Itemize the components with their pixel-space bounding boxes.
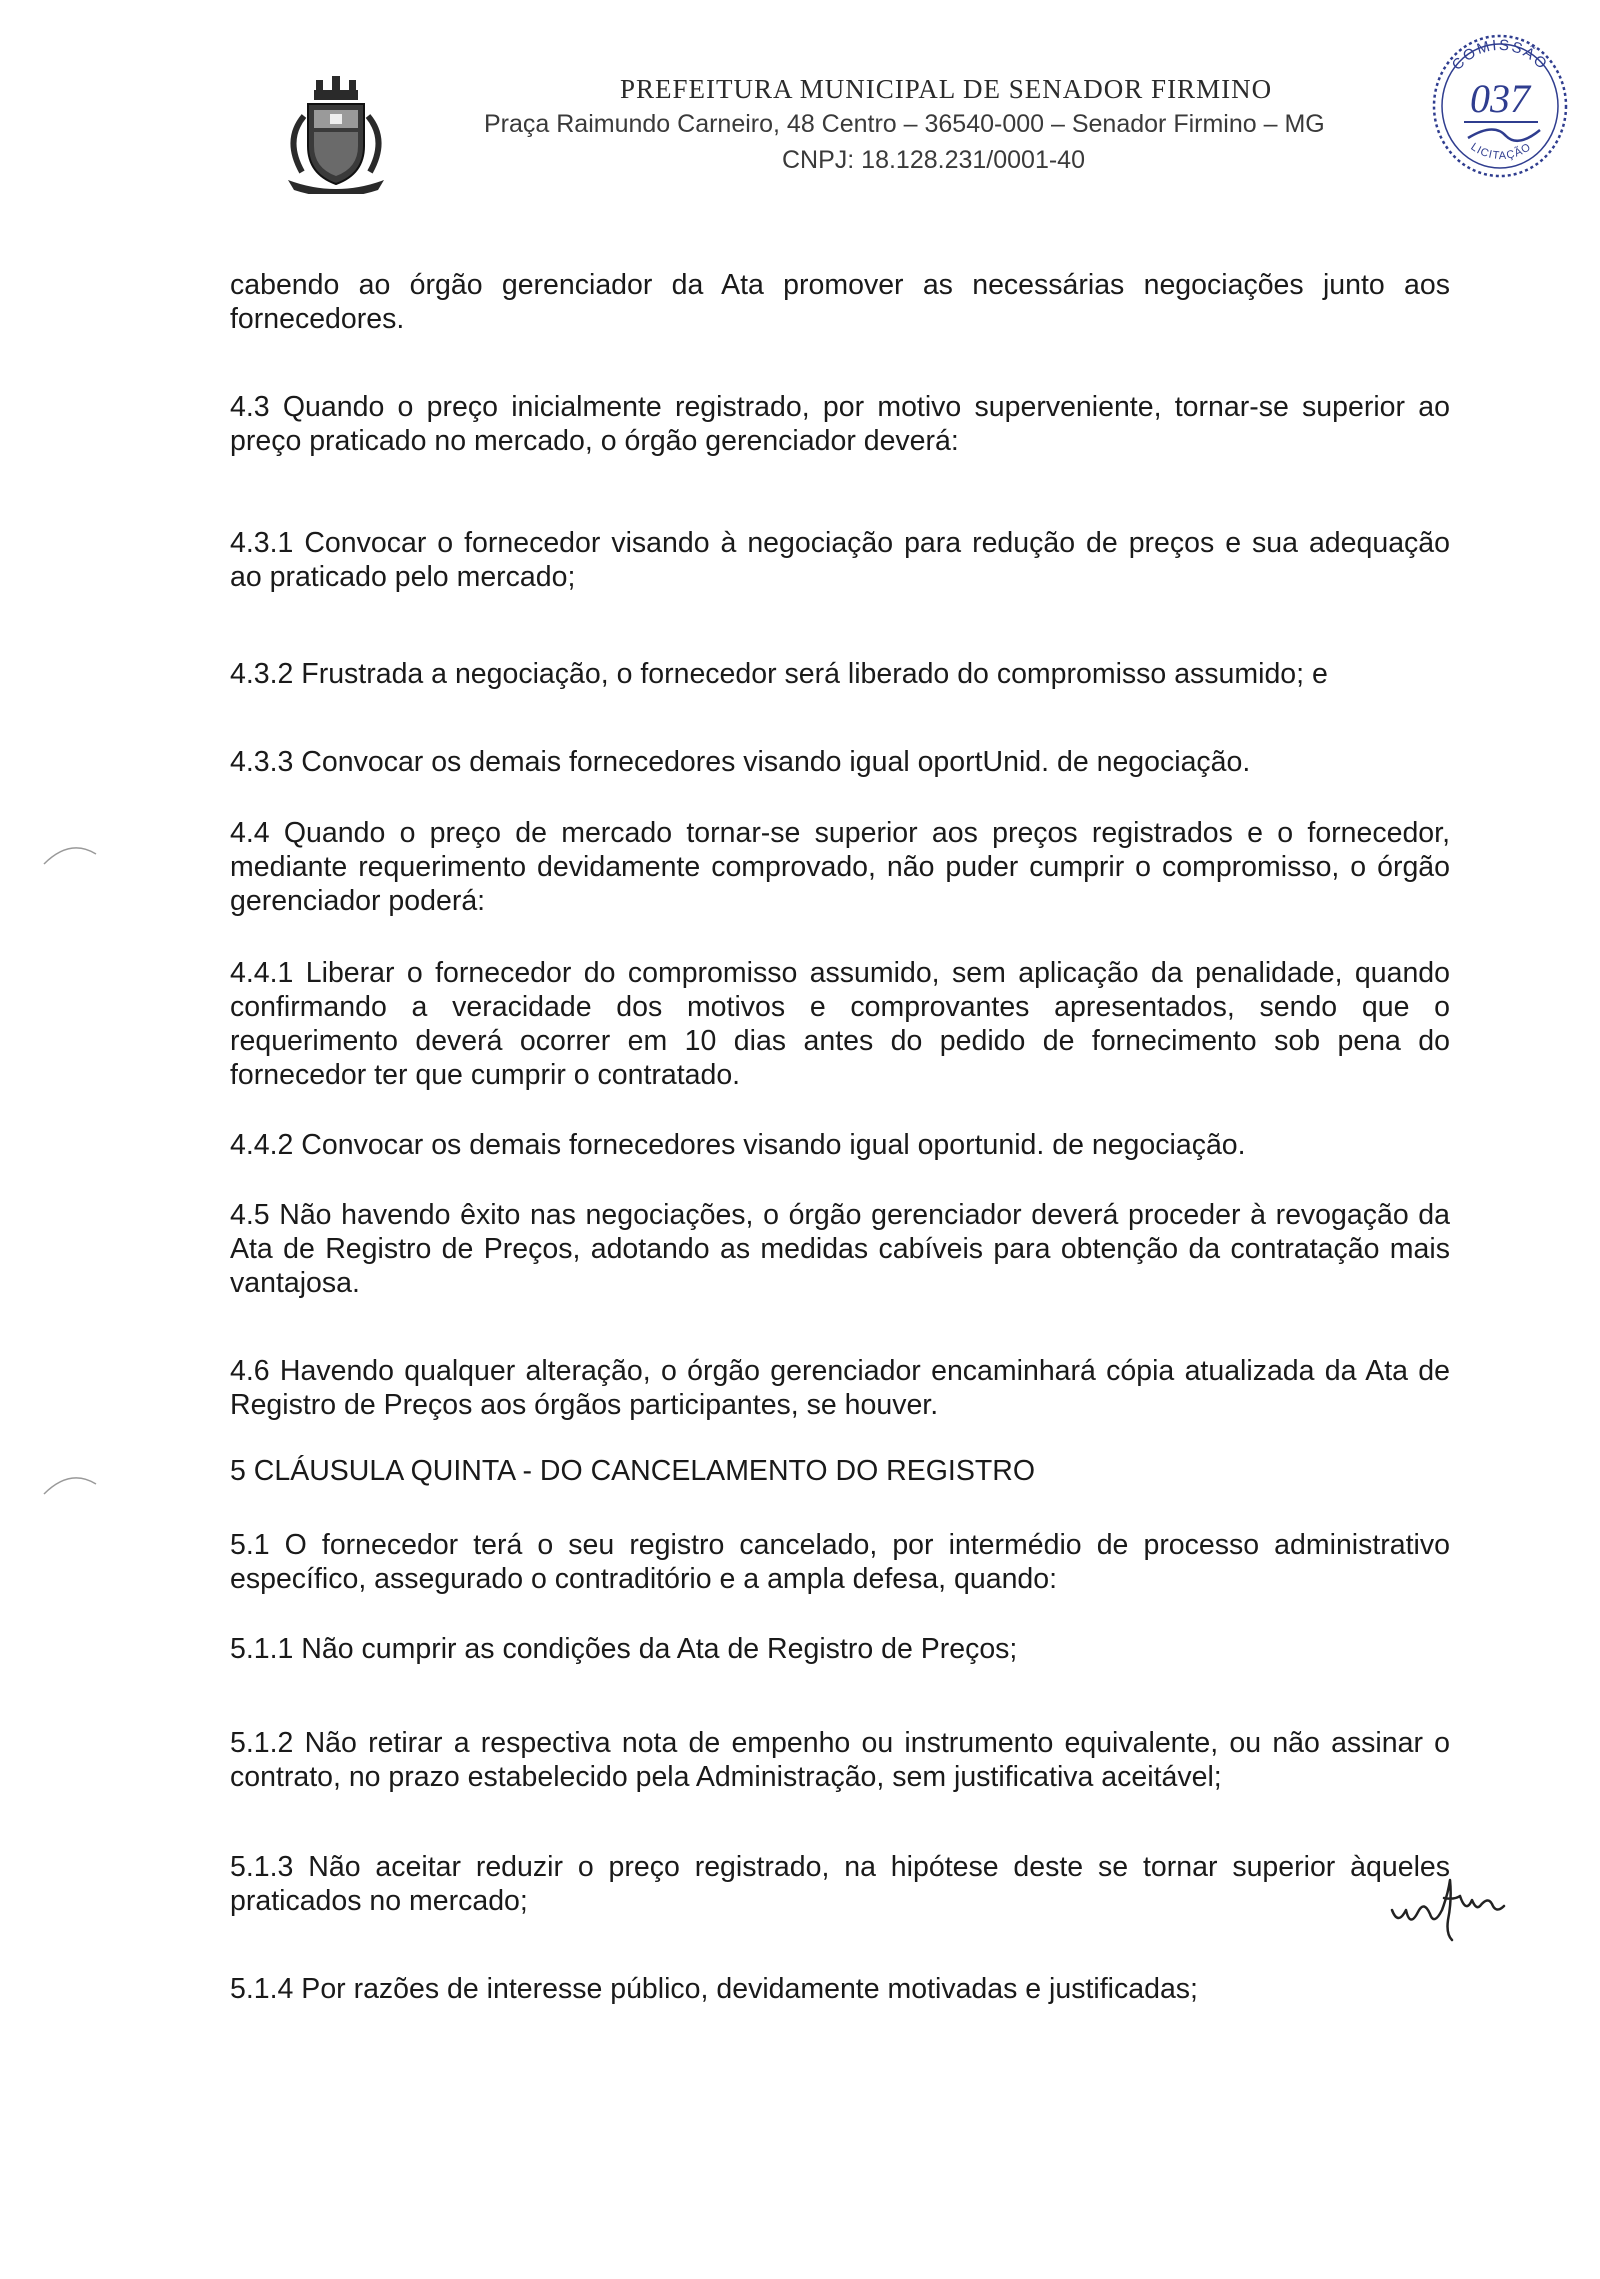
punch-hole-mark — [40, 1472, 100, 1496]
clause-5-1: 5.1 O fornecedor terá o seu registro cancelado, por intermédio de processo administrativo específico, assegurado o contraditório e a ampla defesa, quando: — [230, 1529, 1450, 1595]
prefeitura-cnpj: CNPJ: 18.128.231/0001-40 — [782, 146, 1085, 174]
section-5-heading: 5 CLÁUSULA QUINTA - DO CANCELAMENTO DO REGISTRO — [230, 1455, 1036, 1487]
stamp-bottom-text: LICITAÇÃO — [1468, 140, 1534, 163]
clause-4-3: 4.3 Quando o preço inicialmente registrado, por motivo superveniente, tornar-se superior ao preço praticado no mercado, o órgão gerenciador deverá: — [230, 391, 1450, 457]
clause-5-1-2: 5.1.2 Não retirar a respectiva nota de empenho ou instrumento equivalente, ou não assinar o contrato, no prazo estabelecido pela Administração, sem justificativa aceitável; — [230, 1727, 1450, 1793]
clause-5-1-3: 5.1.3 Não aceitar reduzir o preço registrado, na hipótese deste se tornar superior àqueles praticados no mercado; — [230, 1851, 1450, 1917]
clause-4-3-1: 4.3.1 Convocar o fornecedor visando à negociação para redução de preços e sua adequação ao praticado pelo mercado; — [230, 527, 1450, 593]
clause-4-3-3: 4.3.3 Convocar os demais fornecedores visando igual oportUnid. de negociação. — [230, 746, 1251, 778]
clause-5-1-1: 5.1.1 Não cumprir as condições da Ata de Registro de Preços; — [230, 1633, 1018, 1665]
clause-4-5: 4.5 Não havendo êxito nas negociações, o órgão gerenciador deverá proceder à revogação da Ata de Registro de Preços, adotando as medidas cabíveis para obtenção da contratação mais vantajosa. — [230, 1199, 1450, 1299]
clause-4-4: 4.4 Quando o preço de mercado tornar-se superior aos preços registrados e o fornecedor, mediante requerimento devidamente comprovado, não puder cumprir o compromisso, o órgão gerenciador poderá: — [230, 817, 1450, 917]
prefeitura-title: PREFEITURA MUNICIPAL DE SENADOR FIRMINO — [620, 74, 1273, 104]
letterhead — [0, 36, 1600, 200]
handwritten-signature-icon — [1388, 1870, 1508, 1950]
clause-5-1-4: 5.1.4 Por razões de interesse público, devidamente motivadas e justificadas; — [230, 1973, 1198, 2005]
punch-hole-mark — [40, 842, 100, 866]
paragraph-continuation: cabendo ao órgão gerenciador da Ata promover as necessárias negociações junto aos fornecedores. — [230, 269, 1450, 335]
municipal-crest-icon — [278, 76, 394, 194]
clause-4-3-2: 4.3.2 Frustrada a negociação, o fornecedor será liberado do compromisso assumido; e — [230, 658, 1328, 690]
clause-4-4-1: 4.4.1 Liberar o fornecedor do compromisso assumido, sem aplicação da penalidade, quando confirmando a veracidade dos motivos e comprovantes apresentados, sendo que o requerimento deverá ocorrer em 10 dias antes do pedido de fornecimento sob pena do fornecedor ter que cumprir o contratado. — [230, 957, 1450, 1091]
stamp-top-text: COMISSÃO — [1448, 36, 1552, 74]
prefeitura-address: Praça Raimundo Carneiro, 48 Centro – 36540-000 – Senador Firmino – MG — [484, 110, 1325, 138]
clause-4-4-2: 4.4.2 Convocar os demais fornecedores visando igual oportunid. de negociação. — [230, 1129, 1246, 1161]
clause-4-6: 4.6 Havendo qualquer alteração, o órgão gerenciador encaminhará cópia atualizada da Ata de Registro de Preços aos órgãos participantes, se houver. — [230, 1355, 1450, 1421]
stamp-page-number: 037 — [1470, 76, 1530, 121]
commission-stamp-icon — [1424, 26, 1576, 186]
